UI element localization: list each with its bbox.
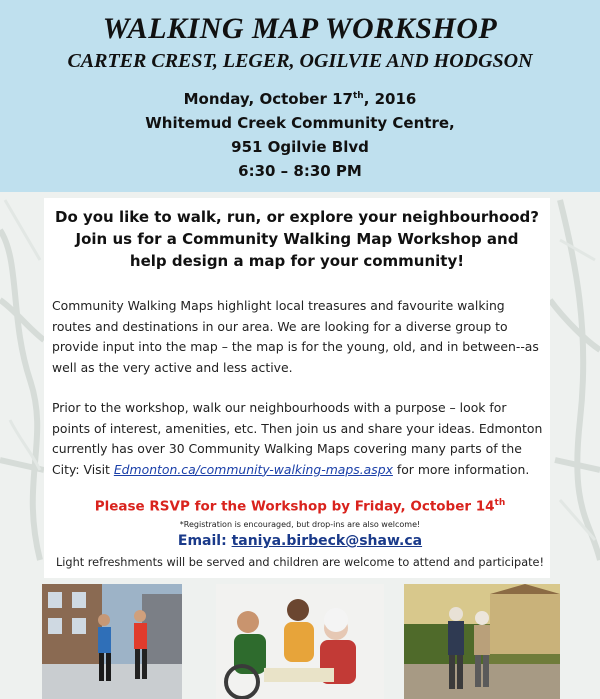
photo-joggers (42, 584, 182, 699)
email-line (0, 533, 600, 549)
event-date-year: , 2016 (363, 90, 417, 108)
body-paragraph-2 (52, 398, 544, 480)
header-banner (0, 0, 600, 192)
page-title: WALKING MAP WORKSHOP (102, 12, 498, 45)
rsvp-ordinal: th (494, 498, 506, 508)
event-time: 6:30 – 8:30 PM (238, 162, 362, 180)
walking-maps-link[interactable]: Edmonton.ca/community-walking-maps.aspx (113, 461, 393, 477)
email-label: Email: (177, 533, 232, 549)
photo-seniors-walking (404, 584, 560, 699)
event-address: 951 Ogilvie Blvd (231, 138, 369, 156)
photo-group-wheelchair (216, 584, 384, 699)
body-paragraph-2-text: Prior to the workshop, walk our neighbourhoods with a purpose – look for points of interest, amenities, etc. Then join us and share your ideas. Edmonton currently has over 30 Community Walking Maps covering many parts of the City: Visit (52, 400, 543, 477)
intro-line-3: help design a map for your community! (129, 252, 465, 270)
event-venue: Whitemud Creek Community Centre, (145, 114, 455, 132)
body-paragraph-1: Community Walking Maps highlight local treasures and favourite walking routes and destinations in our area. We are looking for a diverse group to provide input into the map – the map is for the young, old, and in between--as well as the very active and less active. (52, 298, 539, 375)
intro-line-2: Join us for a Community Walking Map Workshop and (75, 230, 519, 248)
event-date-ordinal: th (352, 91, 364, 101)
page-subtitle: CARTER CREST, LEGER, OGILVIE AND HODGSON (67, 50, 533, 72)
registration-note: *Registration is encouraged, but drop-ins are also welcome! (179, 520, 421, 529)
body-paragraph-2-end: for more information. (392, 461, 530, 477)
event-date (0, 90, 600, 108)
intro-line-1: Do you like to walk, run, or explore your neighbourhood? (55, 208, 539, 226)
event-date-text: Monday, October 17 (183, 90, 353, 108)
rsvp-text: Please RSVP for the Workshop by Friday, October 14 (94, 498, 495, 515)
intro-heading (44, 206, 550, 272)
refreshments-note: Light refreshments will be served and children are welcome to attend and participate! (55, 556, 545, 569)
rsvp-heading (0, 498, 600, 515)
email-link[interactable]: taniya.birbeck@shaw.ca (231, 533, 423, 549)
